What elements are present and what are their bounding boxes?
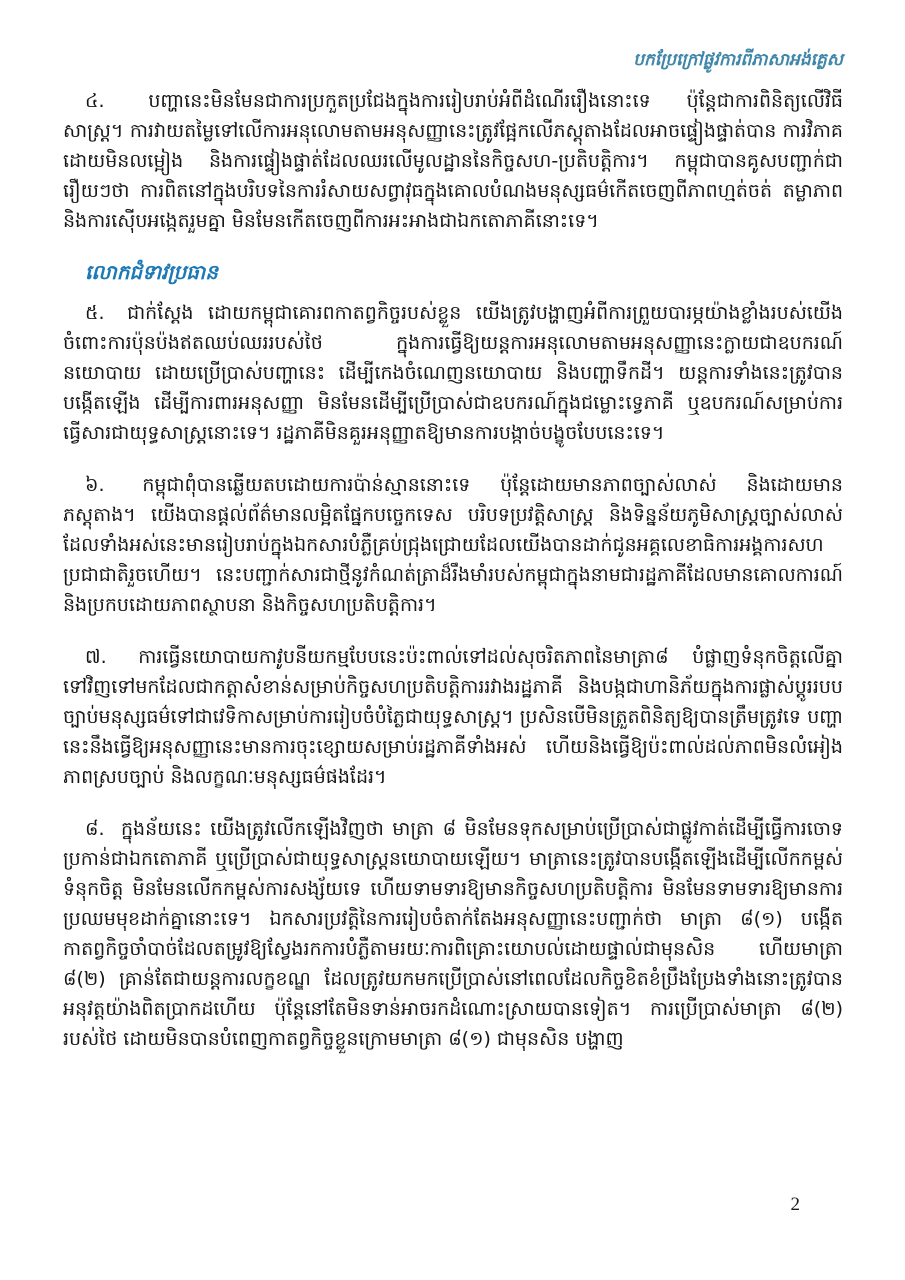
page-number: 2 <box>790 1194 800 1215</box>
paragraph-number: ៧. <box>85 646 107 668</box>
paragraph-8 <box>63 814 843 1054</box>
header-note: បកប្រែក្រៅផ្លូវការពីភាសាអង់គ្លេស <box>633 50 843 70</box>
paragraph-text: ក្នុងន័យនេះ យើងត្រូវលើកឡើងវិញថា មាត្រា ៨ មិនមែនទុកសម្រាប់ប្រើប្រាស់ជាផ្លូវកាត់ដើម្បីធ្វើការចោទប្រកាន់ជាឯកតោភាគី ឬប្រើប្រាស់ជាយុទ្ធសាស្ត្រនយោបាយឡើយ។ មាត្រានេះត្រូវបានបង្កើតឡើងដើម្បីលើកកម្ពស់ទំនុកចិត្ត មិនមែនលើកកម្ពស់ការសង្ស័យទេ ហើយទាមទារឱ្យមានកិច្ចសហប្រតិបត្តិការ មិនមែនទាមទារឱ្យមានការប្រឈមមុខដាក់គ្នានោះទេ។ ឯកសារប្រវត្តិនៃការរៀបចំតាក់តែងអនុសញ្ញានេះបញ្ជាក់ថា មាត្រា ៨(១) បង្កើតកាតព្វកិច្ចចាំបាច់ដែលតម្រូវឱ្យស្វែងរកការបំភ្លឺតាមរយៈការពិគ្រោះយោបល់ដោយផ្ទាល់ជាមុនសិន ហើយមាត្រា ៨(២) គ្រាន់តែជាយន្តការលក្ខខណ្ឌ ដែលត្រូវយកមកប្រើប្រាស់នៅពេលដែលកិច្ចខិតខំប្រឹងប្រែងទាំងនោះត្រូវបានអនុវត្តយ៉ាងពិតប្រាកដហើយ ប៉ុន្តែនៅតែមិនទាន់អាចរកដំណោះស្រាយបានទៀត។ ការប្រើប្រាស់មាត្រា ៨(២) របស់ថៃ ដោយមិនបានបំពេញកាតព្វកិច្ចខ្លួនក្រោមមាត្រា ៨(១) ជាមុនសិន បង្ហាញ <box>63 818 843 1050</box>
paragraph-text: ការធ្វើនយោបាយកាវូបនីយកម្មបែបនេះប៉ះពាល់ទៅដល់សុចរិតភាពនៃមាត្រា៨ បំផ្លាញទំនុកចិត្តលើគ្នាទៅវិញទៅមកដែលជាកត្តាសំខាន់សម្រាប់កិច្ចសហប្រតិបត្តិការរវាងរដ្ឋភាគី និងបង្កជាហានិភ័យក្នុងការផ្លាស់ប្តូររបបច្បាប់មនុស្សធម៌ទៅជាវេទិកាសម្រាប់ការរៀបចំបំភ្លៃជាយុទ្ធសាស្ត្រ។ ប្រសិនបើមិនត្រួតពិនិត្យឱ្យបានត្រឹមត្រូវទេ បញ្ហានេះនឹងធ្វើឱ្យអនុសញ្ញានេះមានការចុះខ្សោយសម្រាប់រដ្ឋភាគីទាំងអស់ ហើយនិងធ្វើឱ្យប៉ះពាល់ដល់ភាពមិនលំអៀង ភាពស្របច្បាប់ និងលក្ខណៈមនុស្សធម៌ផងដែរ។ <box>63 646 843 788</box>
paragraph-text: កម្ពុជាពុំបានឆ្លើយតបដោយការប៉ាន់ស្មាននោះទេ ប៉ុន្តែដោយមានភាពច្បាស់លាស់ និងដោយមានភស្តុតាង។ យើងបានផ្តល់ព័ត៌មានលម្អិតផ្នែកបច្ចេកទេស បរិបទប្រវត្តិសាស្ត្រ និងទិន្នន័យភូមិសាស្ត្រច្បាស់លាស់ ដែលទាំងអស់នេះមានរៀបរាប់ក្នុងឯកសារបំភ្លឺគ្រប់ជ្រុងជ្រោយដែលយើងបានដាក់ជូនអគ្គលេខាធិការអង្គការសហប្រជាជាតិរួចហើយ។ នេះបញ្ជាក់សារជាថ្មីនូវកំណត់ត្រាដ៏រឹងមាំរបស់កម្ពុជាក្នុងនាមជារដ្ឋភាគីដែលមានគោលការណ៍ និងប្រកបដោយភាពស្ថាបនា និងកិច្ចសហប្រតិបត្តិការ។ <box>63 474 843 616</box>
paragraph-number: ៤. <box>85 90 105 112</box>
paragraph-number: ៨. <box>85 818 105 840</box>
paragraph-text: ជាក់ស្តែង ដោយកម្ពុជាគោរពកាតព្វកិច្ចរបស់ខ្លួន យើងត្រូវបង្ហាញអំពីការព្រួយបារម្ភយ៉ាងខ្លាំងរបស់យើងចំពោះការប៉ុនប៉ងឥតឈប់ឈររបស់ថៃ ក្នុងការធ្វើឱ្យយន្តការអនុលោមតាមអនុសញ្ញានេះក្លាយជាឧបករណ៍នយោបាយ ដោយប្រើប្រាស់បញ្ហានេះ ដើម្បីកេងចំណេញនយោបាយ និងបញ្ហាទឹកដី។ យន្តការទាំងនេះត្រូវបានបង្កើតឡើង ដើម្បីការពារអនុសញ្ញា មិនមែនដើម្បីប្រើប្រាស់ជាឧបករណ៍ក្នុងជម្លោះទ្វេភាគី ឬឧបករណ៍សម្រាប់ការធ្វើសារជាយុទ្ធសាស្ត្រនោះទេ។ រដ្ឋភាគីមិនគួរអនុញ្ញាតឱ្យមានការបង្កាច់បង្ខូចបែបនេះទេ។ <box>63 302 843 444</box>
paragraph-6 <box>63 470 843 620</box>
section-heading: លោកជំទាវប្រធាន <box>85 260 218 284</box>
paragraph-4 <box>63 86 843 236</box>
paragraph-5 <box>63 298 843 448</box>
paragraph-7 <box>63 642 843 792</box>
paragraph-text: បញ្ហានេះមិនមែនជាការប្រកួតប្រជែងក្នុងការរៀបរាប់អំពីដំណើររឿងនោះទេ ប៉ុន្តែជាការពិនិត្យលើវិធីសាស្ត្រ។ ការវាយតម្លៃទៅលើការអនុលោមតាមអនុសញ្ញានេះត្រូវផ្អែកលើភស្តុតាងដែលអាចផ្ទៀងផ្ទាត់បាន ការវិភាគដោយមិនលម្អៀង និងការផ្ទៀងផ្ទាត់ដែលឈរលើមូលដ្ឋាននៃកិច្ចសហ-ប្រតិបត្តិការ។ កម្ពុជាបានគូសបញ្ជាក់ជារឿយៗថា ការពិតនៅក្នុងបរិបទនៃការរំសាយសព្វាវុធក្នុងគោលបំណងមនុស្សធម៌កើតចេញពីភាពហ្មត់ចត់ តម្លាភាព និងការស៊ើបអង្កេតរួមគ្នា មិនមែនកើតចេញពីការអះអាងជាឯកតោភាគីនោះទេ។ <box>63 90 843 232</box>
paragraph-number: ៥. <box>85 302 105 324</box>
document-body <box>63 86 843 1054</box>
paragraph-number: ៦. <box>85 474 105 496</box>
